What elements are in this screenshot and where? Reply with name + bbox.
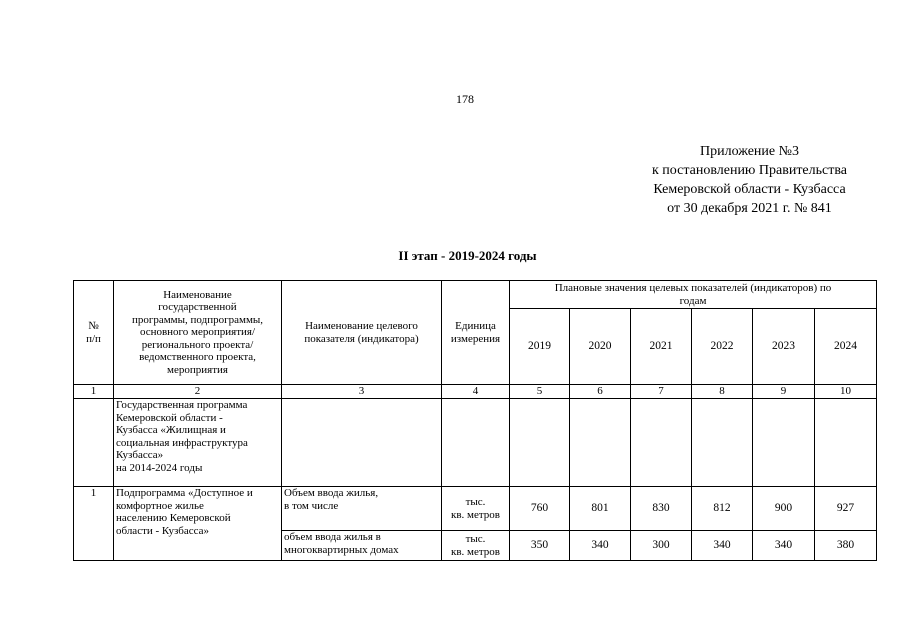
table-row [74,399,877,487]
header-year: 2023 [753,309,815,385]
appendix-line-3: Кемеровской области - Кузбасса [653,182,846,197]
value-cell: 340 [692,531,753,561]
header-year: 2019 [510,309,570,385]
value-cell: 900 [753,487,815,531]
unit-cell [442,487,510,531]
program-name-line: Кузбасса» [116,449,164,461]
unit-line: тыс. [465,533,486,545]
indicator-name-line: объем ввода жилья в [284,531,381,543]
column-number: 9 [753,385,815,399]
header-planned-line: Плановые значения целевых показателей (индикаторов) по [554,282,832,294]
unit-line: тыс. [465,496,486,508]
program-name-line: на 2014-2024 годы [116,461,203,474]
column-number: 10 [815,385,877,399]
header-indicator-line: Наименование целевого [305,320,418,332]
column-number: 5 [510,385,570,399]
unit-cell [442,531,510,561]
unit-line: кв. метров [450,508,501,521]
indicators-table [73,280,877,561]
empty-cell [631,399,692,487]
empty-cell [510,399,570,487]
value-cell: 340 [570,531,631,561]
header-year: 2020 [570,309,631,385]
program-name-line: социальная инфраструктура [116,436,248,449]
value-cell: 340 [753,531,815,561]
indicator-name-line: многоквартирных домах [284,543,399,556]
column-number: 6 [570,385,631,399]
header-year: 2022 [692,309,753,385]
empty-cell [753,399,815,487]
column-number: 4 [442,385,510,399]
header-program [114,281,282,385]
empty-cell [692,399,753,487]
program-name-cell [114,399,282,487]
stage-title: II этап - 2019-2024 годы [398,248,537,263]
subprogram-name-line: области - Кузбасса» [116,524,210,537]
program-num-cell [74,399,114,487]
value-cell: 812 [692,487,753,531]
program-name-line: Государственная программа [116,399,248,411]
column-number: 8 [692,385,753,399]
value-cell: 300 [631,531,692,561]
indicator-name-cell [282,531,442,561]
value-cell: 927 [815,487,877,531]
header-program-line: Наименование [163,288,232,301]
indicator-name-cell [282,487,442,531]
column-number: 7 [631,385,692,399]
header-num [74,281,114,385]
subprogram-num-cell: 1 [74,487,114,561]
header-program-line: основного мероприятия/ [139,326,256,339]
header-num-line: п/п [86,332,101,345]
value-cell: 380 [815,531,877,561]
indicator-name-line: Объем ввода жилья, [284,487,379,499]
subprogram-name-line: комфортное жилье [116,499,204,512]
empty-cell [570,399,631,487]
subprogram-name-line: населению Кемеровской [116,512,231,524]
subprogram-name-line: Подпрограмма «Доступное и [116,487,253,499]
indicator-name-line: в том числе [284,499,339,512]
empty-cell [282,399,442,487]
value-cell: 830 [631,487,692,531]
header-program-line: государственной [158,301,237,314]
column-number: 2 [114,385,282,399]
header-unit [442,281,510,385]
appendix-block [652,142,847,218]
header-program-line: мероприятия [167,363,228,376]
program-name-line: Кемеровской области - [116,411,223,424]
header-planned-line: годам [679,294,707,307]
header-unit-line: измерения [450,332,501,345]
header-year: 2021 [631,309,692,385]
appendix-line-4: от 30 декабря 2021 г. № 841 [667,201,832,216]
header-year: 2024 [815,309,877,385]
subprogram-name-cell [114,487,282,561]
page-number: 178 [456,92,474,106]
appendix-line-1: Приложение №3 [699,144,799,159]
value-cell: 760 [510,487,570,531]
header-program-line: ведомственного проекта, [139,351,256,364]
column-number: 3 [282,385,442,399]
empty-cell [815,399,877,487]
unit-line: кв. метров [450,545,501,558]
column-number: 1 [74,385,114,399]
program-name-line: Кузбасса «Жилищная и [116,424,226,436]
empty-cell [442,399,510,487]
header-program-line: программы, подпрограммы, [131,313,264,326]
appendix-line-2: к постановлению Правительства [651,163,847,178]
header-program-line: регионального проекта/ [141,338,254,351]
header-num-line: № [88,320,99,332]
header-unit-line: Единица [455,320,496,332]
value-cell: 350 [510,531,570,561]
table-row [74,487,877,531]
header-indicator [282,281,442,385]
value-cell: 801 [570,487,631,531]
header-indicator-line: показателя (индикатора) [304,332,419,345]
header-planned-values [510,281,877,309]
